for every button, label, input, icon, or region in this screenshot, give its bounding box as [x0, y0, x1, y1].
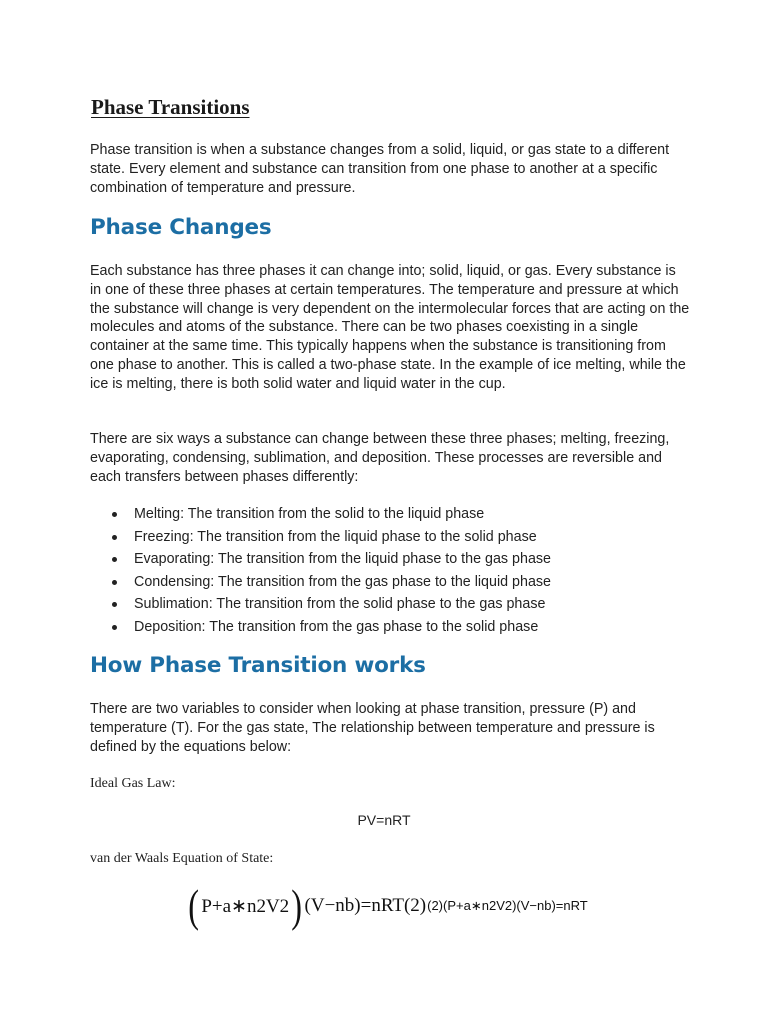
heading-phase-changes: Phase Changes [90, 215, 272, 240]
van-der-waals-equation [186, 880, 588, 932]
equation-close-paren: ) [291, 880, 303, 931]
list-item [112, 526, 551, 549]
bullet-icon [112, 625, 117, 630]
list-item-text: Freezing: The transition from the liquid phase to the solid phase [134, 528, 537, 545]
equation-pressure-term: P+a∗n2V2 [201, 895, 290, 917]
bullet-icon [112, 535, 117, 540]
bullet-icon [112, 580, 117, 585]
list-item [112, 593, 551, 616]
phase-change-list [112, 503, 551, 639]
van-der-waals-label: van der Waals Equation of State: [90, 851, 274, 866]
list-item [112, 548, 551, 571]
six-ways-paragraph: There are six ways a substance can change between these three phases; melting, freezing, evaporating, condensing, sublimation, and deposition. These processes are reversible and each transfers between phases differently: [90, 431, 670, 485]
heading-how-phase-transition-works: How Phase Transition works [90, 653, 426, 678]
bullet-icon [112, 512, 117, 517]
list-item-text: Sublimation: The transition from the solid phase to the gas phase [134, 596, 546, 613]
list-item-text: Condensing: The transition from the gas phase to the liquid phase [134, 573, 551, 590]
list-item-text: Deposition: The transition from the gas phase to the solid phase [134, 618, 539, 635]
list-item-text: Evaporating: The transition from the liquid phase to the gas phase [134, 551, 551, 568]
intro-paragraph: Phase transition is when a substance changes from a solid, liquid, or gas state to a different state. Every element and substance can transition from one phase to another at a specific combination of temperature and pressure. [90, 142, 670, 196]
ideal-gas-law-label: Ideal Gas Law: [90, 776, 176, 791]
phase-changes-paragraph: Each substance has three phases it can change into; solid, liquid, or gas. Every substance is in one of these three phases at certain temperatures. The temperature and pressure at which the substance will change is very dependent on the intermolecular forces that are acting on the molecules and atoms of the substance. There can be two phases coexisting in a single container at the same time. This typically happens when the substance is transitioning from one phase to another. This is called a two-phase state. In the example of ice melting, while the ice is melting, there is both solid water and liquid water in the cup. [90, 263, 690, 392]
page-title: Phase Transitions [91, 95, 250, 119]
bullet-icon [112, 602, 117, 607]
variables-paragraph: There are two variables to consider when looking at phase transition, pressure (P) and temperature (T). For the gas state, The relationship between temperature and pressure is defined by the equations below: [90, 701, 655, 755]
list-item-text: Melting: The transition from the solid to the liquid phase [134, 506, 485, 522]
list-item [112, 571, 551, 594]
list-item [112, 503, 551, 526]
equation-open-paren: ( [188, 880, 200, 931]
equation-plain-text: (2)(P+a∗n2V2)(V−nb)=nRT [427, 898, 588, 913]
bullet-icon [112, 557, 117, 562]
ideal-gas-equation: PV=nRT [357, 812, 411, 828]
equation-volume-term: (V−nb)=nRT(2) [304, 895, 427, 916]
list-item [112, 616, 551, 639]
